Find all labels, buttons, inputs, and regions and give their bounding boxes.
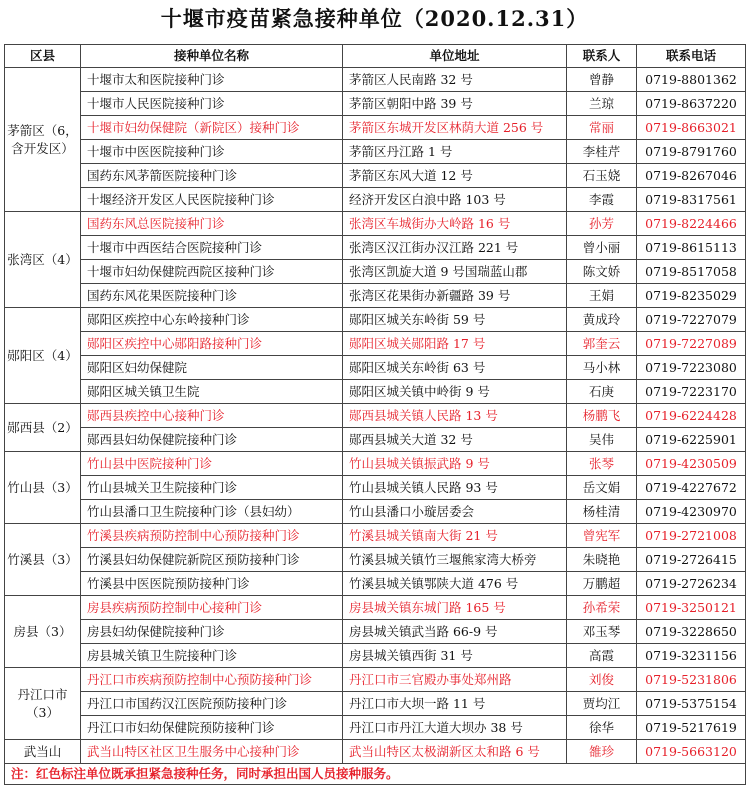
unit-name-cell: 竹山县中医院接种门诊 bbox=[81, 452, 343, 476]
contact-cell: 杨桂清 bbox=[567, 500, 637, 524]
address-cell: 茅箭区朝阳中路 39 号 bbox=[343, 92, 567, 116]
phone-cell: 0719-8224466 bbox=[637, 212, 746, 236]
address-cell: 茅箭区人民南路 32 号 bbox=[343, 68, 567, 92]
district-cell: 郧阳区（4） bbox=[5, 308, 81, 404]
table-row bbox=[5, 596, 746, 620]
table-body bbox=[5, 68, 746, 764]
header-contact: 联系人 bbox=[567, 45, 637, 68]
table-row bbox=[5, 164, 746, 188]
unit-name-cell: 房县疾病预防控制中心接种门诊 bbox=[81, 596, 343, 620]
address-cell: 竹山县城关镇人民路 93 号 bbox=[343, 476, 567, 500]
note-text: 注：红色标注单位既承担紧急接种任务，同时承担出国人员接种服务。 bbox=[5, 764, 746, 785]
contact-cell: 吴伟 bbox=[567, 428, 637, 452]
phone-cell: 0719-2721008 bbox=[637, 524, 746, 548]
phone-cell: 0719-8615113 bbox=[637, 236, 746, 260]
contact-cell: 郭奎云 bbox=[567, 332, 637, 356]
address-cell: 竹溪县城关镇竹三堰熊家湾大桥旁 bbox=[343, 548, 567, 572]
unit-name-cell: 丹江口市疾病预防控制中心预防接种门诊 bbox=[81, 668, 343, 692]
unit-name-cell: 武当山特区社区卫生服务中心接种门诊 bbox=[81, 740, 343, 764]
phone-cell: 0719-6224428 bbox=[637, 404, 746, 428]
contact-cell: 孙芳 bbox=[567, 212, 637, 236]
contact-cell: 邓玉琴 bbox=[567, 620, 637, 644]
contact-cell: 马小林 bbox=[567, 356, 637, 380]
unit-name-cell: 郧西县妇幼保健院接种门诊 bbox=[81, 428, 343, 452]
contact-cell: 王娟 bbox=[567, 284, 637, 308]
district-cell: 郧西县（2） bbox=[5, 404, 81, 452]
unit-name-cell: 竹山县城关卫生院接种门诊 bbox=[81, 476, 343, 500]
table-row bbox=[5, 452, 746, 476]
unit-name-cell: 郧阳区妇幼保健院 bbox=[81, 356, 343, 380]
address-cell: 郧阳区城关郧阳路 17 号 bbox=[343, 332, 567, 356]
unit-name-cell: 国药东风茅箭医院接种门诊 bbox=[81, 164, 343, 188]
unit-name-cell: 竹山县潘口卫生院接种门诊（县妇幼） bbox=[81, 500, 343, 524]
phone-cell: 0719-7227079 bbox=[637, 308, 746, 332]
address-cell: 武当山特区太极湖新区太和路 6 号 bbox=[343, 740, 567, 764]
phone-cell: 0719-3250121 bbox=[637, 596, 746, 620]
district-cell: 武当山 bbox=[5, 740, 81, 764]
table-row bbox=[5, 188, 746, 212]
contact-cell: 岳文娟 bbox=[567, 476, 637, 500]
contact-cell: 刘俊 bbox=[567, 668, 637, 692]
phone-cell: 0719-8267046 bbox=[637, 164, 746, 188]
address-cell: 房县城关镇武当路 66-9 号 bbox=[343, 620, 567, 644]
contact-cell: 曾小丽 bbox=[567, 236, 637, 260]
contact-cell: 雒珍 bbox=[567, 740, 637, 764]
address-cell: 郧阳区城关东岭街 63 号 bbox=[343, 356, 567, 380]
district-cell: 竹山县（3） bbox=[5, 452, 81, 524]
unit-name-cell: 十堰市人民医院接种门诊 bbox=[81, 92, 343, 116]
unit-name-cell: 十堰市妇幼保健院西院区接种门诊 bbox=[81, 260, 343, 284]
address-cell: 竹溪县城关镇南大街 21 号 bbox=[343, 524, 567, 548]
contact-cell: 张琴 bbox=[567, 452, 637, 476]
phone-cell: 0719-8637220 bbox=[637, 92, 746, 116]
vaccination-units-table bbox=[4, 44, 746, 785]
address-cell: 竹山县城关镇振武路 9 号 bbox=[343, 452, 567, 476]
table-row bbox=[5, 404, 746, 428]
address-cell: 竹溪县城关镇鄂陕大道 476 号 bbox=[343, 572, 567, 596]
contact-cell: 黄成玲 bbox=[567, 308, 637, 332]
phone-cell: 0719-5231806 bbox=[637, 668, 746, 692]
table-row bbox=[5, 260, 746, 284]
unit-name-cell: 郧阳区疾控中心东岭接种门诊 bbox=[81, 308, 343, 332]
phone-cell: 0719-8791760 bbox=[637, 140, 746, 164]
address-cell: 张湾区凯旋大道 9 号国瑞蓝山郡 bbox=[343, 260, 567, 284]
unit-name-cell: 国药东风花果医院接种门诊 bbox=[81, 284, 343, 308]
contact-cell: 石玉娆 bbox=[567, 164, 637, 188]
unit-name-cell: 竹溪县妇幼保健院新院区预防接种门诊 bbox=[81, 548, 343, 572]
unit-name-cell: 竹溪县疾病预防控制中心预防接种门诊 bbox=[81, 524, 343, 548]
phone-cell: 0719-3231156 bbox=[637, 644, 746, 668]
address-cell: 张湾区汉江街办汉江路 221 号 bbox=[343, 236, 567, 260]
district-cell: 竹溪县（3） bbox=[5, 524, 81, 596]
table-row bbox=[5, 212, 746, 236]
contact-cell: 朱晓艳 bbox=[567, 548, 637, 572]
phone-cell: 0719-4227672 bbox=[637, 476, 746, 500]
phone-cell: 0719-7227089 bbox=[637, 332, 746, 356]
header-district: 区县 bbox=[5, 45, 81, 68]
address-cell: 张湾区花果街办新疆路 39 号 bbox=[343, 284, 567, 308]
phone-cell: 0719-6225901 bbox=[637, 428, 746, 452]
phone-cell: 0719-7223080 bbox=[637, 356, 746, 380]
phone-cell: 0719-8235029 bbox=[637, 284, 746, 308]
address-cell: 丹江口市丹江大道大坝办 38 号 bbox=[343, 716, 567, 740]
phone-cell: 0719-2726234 bbox=[637, 572, 746, 596]
contact-cell: 曾静 bbox=[567, 68, 637, 92]
table-row bbox=[5, 380, 746, 404]
address-cell: 茅箭区东风大道 12 号 bbox=[343, 164, 567, 188]
phone-cell: 0719-4230509 bbox=[637, 452, 746, 476]
address-cell: 茅箭区丹江路 1 号 bbox=[343, 140, 567, 164]
address-cell: 郧西县城关镇人民路 13 号 bbox=[343, 404, 567, 428]
district-cell: 房县（3） bbox=[5, 596, 81, 668]
unit-name-cell: 十堰市太和医院接种门诊 bbox=[81, 68, 343, 92]
table-row bbox=[5, 284, 746, 308]
unit-name-cell: 丹江口市妇幼保健院预防接种门诊 bbox=[81, 716, 343, 740]
district-cell: 茅箭区（6，含开发区） bbox=[5, 68, 81, 212]
table-row bbox=[5, 116, 746, 140]
contact-cell: 常丽 bbox=[567, 116, 637, 140]
table-row bbox=[5, 572, 746, 596]
table-row bbox=[5, 92, 746, 116]
header-unit-name: 接种单位名称 bbox=[81, 45, 343, 68]
contact-cell: 万鹏超 bbox=[567, 572, 637, 596]
district-cell: 丹江口市（3） bbox=[5, 668, 81, 740]
table-row bbox=[5, 428, 746, 452]
phone-cell: 0719-7223170 bbox=[637, 380, 746, 404]
unit-name-cell: 十堰经济开发区人民医院接种门诊 bbox=[81, 188, 343, 212]
unit-name-cell: 房县妇幼保健院接种门诊 bbox=[81, 620, 343, 644]
contact-cell: 孙希荣 bbox=[567, 596, 637, 620]
phone-cell: 0719-8801362 bbox=[637, 68, 746, 92]
contact-cell: 陈文娇 bbox=[567, 260, 637, 284]
contact-cell: 贾均江 bbox=[567, 692, 637, 716]
header-phone: 联系电话 bbox=[637, 45, 746, 68]
table-row bbox=[5, 476, 746, 500]
contact-cell: 兰琼 bbox=[567, 92, 637, 116]
table-row bbox=[5, 356, 746, 380]
table-row bbox=[5, 68, 746, 92]
unit-name-cell: 房县城关镇卫生院接种门诊 bbox=[81, 644, 343, 668]
note-row bbox=[5, 764, 746, 785]
unit-name-cell: 国药东风总医院接种门诊 bbox=[81, 212, 343, 236]
unit-name-cell: 十堰市中医医院接种门诊 bbox=[81, 140, 343, 164]
phone-cell: 0719-3228650 bbox=[637, 620, 746, 644]
page-title: 十堰市疫苗紧急接种单位（2020.12.31） bbox=[160, 6, 589, 31]
unit-name-cell: 郧阳区疾控中心郧阳路接种门诊 bbox=[81, 332, 343, 356]
table-row bbox=[5, 548, 746, 572]
unit-name-cell: 丹江口市国药汉江医院预防接种门诊 bbox=[81, 692, 343, 716]
address-cell: 郧西县城关大道 32 号 bbox=[343, 428, 567, 452]
table-row bbox=[5, 308, 746, 332]
district-cell: 张湾区（4） bbox=[5, 212, 81, 308]
address-cell: 茅箭区东城开发区林荫大道 256 号 bbox=[343, 116, 567, 140]
table-row bbox=[5, 332, 746, 356]
unit-name-cell: 竹溪县中医医院预防接种门诊 bbox=[81, 572, 343, 596]
phone-cell: 0719-5375154 bbox=[637, 692, 746, 716]
contact-cell: 杨鹏飞 bbox=[567, 404, 637, 428]
contact-cell: 高霞 bbox=[567, 644, 637, 668]
address-cell: 房县城关镇西街 31 号 bbox=[343, 644, 567, 668]
table-row bbox=[5, 140, 746, 164]
address-cell: 经济开发区白浪中路 103 号 bbox=[343, 188, 567, 212]
table-row bbox=[5, 644, 746, 668]
address-cell: 郧阳区城关镇中岭街 9 号 bbox=[343, 380, 567, 404]
address-cell: 丹江口市三官殿办事处郑州路 bbox=[343, 668, 567, 692]
phone-cell: 0719-4230970 bbox=[637, 500, 746, 524]
unit-name-cell: 十堰市妇幼保健院（新院区）接种门诊 bbox=[81, 116, 343, 140]
phone-cell: 0719-5663120 bbox=[637, 740, 746, 764]
table-header-row bbox=[5, 45, 746, 68]
phone-cell: 0719-2726415 bbox=[637, 548, 746, 572]
header-address: 单位地址 bbox=[343, 45, 567, 68]
address-cell: 竹山县潘口小璇居委会 bbox=[343, 500, 567, 524]
phone-cell: 0719-8317561 bbox=[637, 188, 746, 212]
table-row bbox=[5, 236, 746, 260]
address-cell: 丹江口市大坝一路 11 号 bbox=[343, 692, 567, 716]
unit-name-cell: 十堰市中西医结合医院接种门诊 bbox=[81, 236, 343, 260]
table-row bbox=[5, 740, 746, 764]
address-cell: 房县城关镇东城门路 165 号 bbox=[343, 596, 567, 620]
address-cell: 张湾区车城街办大岭路 16 号 bbox=[343, 212, 567, 236]
table-row bbox=[5, 668, 746, 692]
contact-cell: 石庚 bbox=[567, 380, 637, 404]
unit-name-cell: 郧西县疾控中心接种门诊 bbox=[81, 404, 343, 428]
phone-cell: 0719-5217619 bbox=[637, 716, 746, 740]
table-row bbox=[5, 716, 746, 740]
phone-cell: 0719-8517058 bbox=[637, 260, 746, 284]
contact-cell: 徐华 bbox=[567, 716, 637, 740]
contact-cell: 李霞 bbox=[567, 188, 637, 212]
table-row bbox=[5, 500, 746, 524]
table-row bbox=[5, 692, 746, 716]
contact-cell: 李桂芹 bbox=[567, 140, 637, 164]
contact-cell: 曾宪军 bbox=[567, 524, 637, 548]
phone-cell: 0719-8663021 bbox=[637, 116, 746, 140]
unit-name-cell: 郧阳区城关镇卫生院 bbox=[81, 380, 343, 404]
table-row bbox=[5, 620, 746, 644]
address-cell: 郧阳区城关东岭街 59 号 bbox=[343, 308, 567, 332]
table-row bbox=[5, 524, 746, 548]
